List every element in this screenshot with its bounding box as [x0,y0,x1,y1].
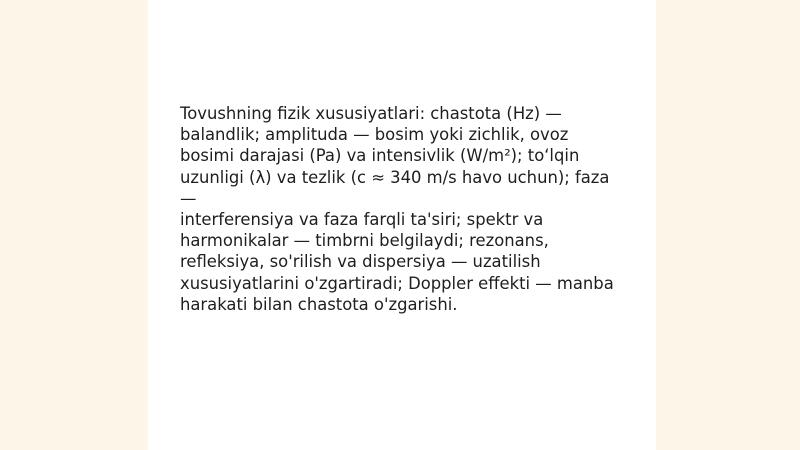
body-paragraph: Tovushning fizik xususiyatlari: chastota (Hz) — balandlik; amplituda — bosim yoki zichlik, ovoz bosimi darajasi (Pa) va intensivlik (W/m²); to‘lqin uzunligi (λ) va tezlik (c ≈ 340 m/s havo uchun); faza — interferensiya va faza farqli ta'siri; spektr va harmonikalar — timbrni belgilaydi; rezonans, refleksiya, so'rilish va dispersiya — uzatilish xususiyatlarini o'zgartiradi; Doppler effekti — manba harakati bilan chastota o'zgarishi. [180,104,614,314]
right-margin [656,0,800,450]
left-margin [0,0,148,450]
document-page [148,0,656,450]
